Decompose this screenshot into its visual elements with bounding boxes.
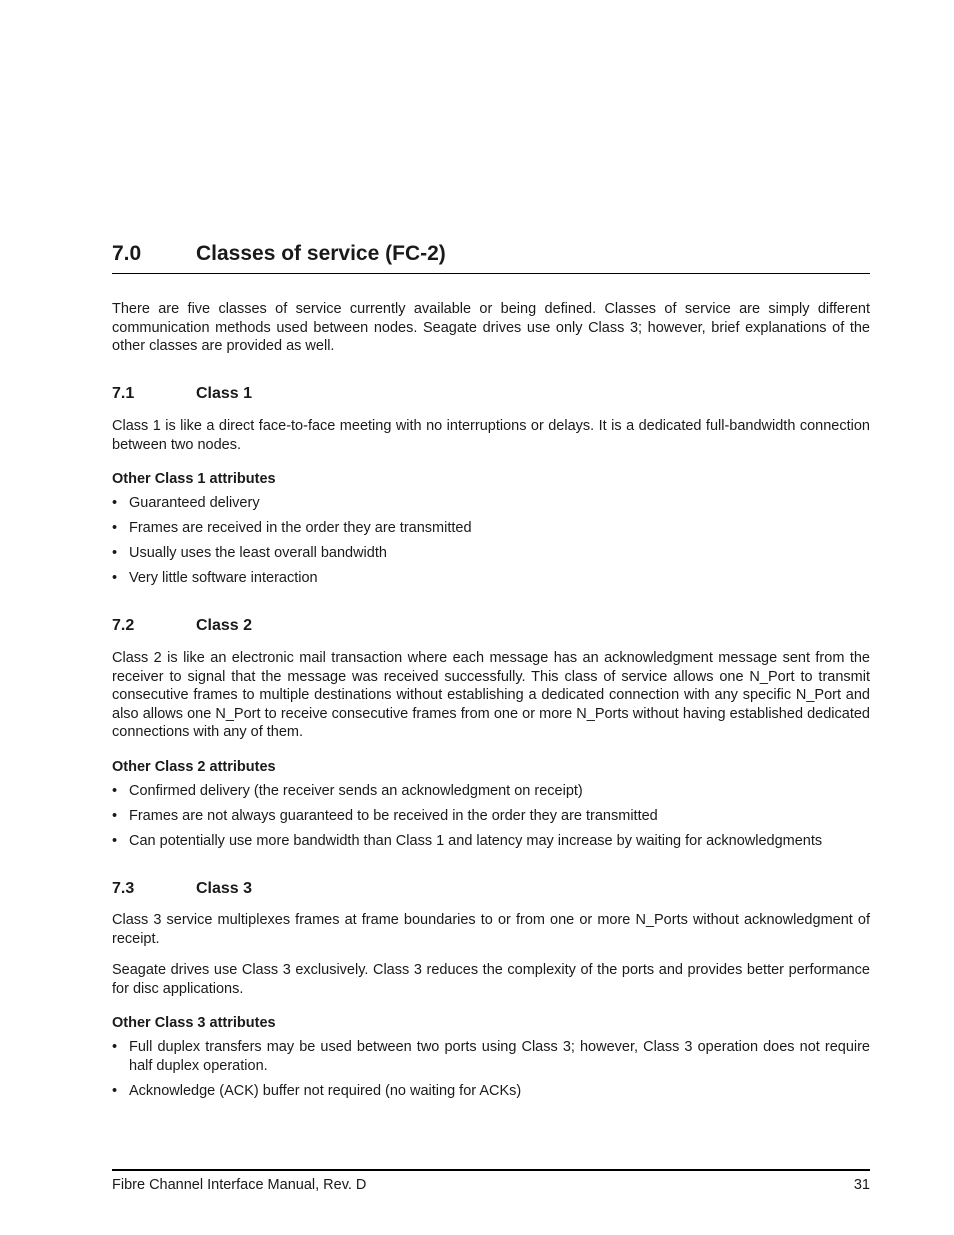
bullet-icon: • (112, 833, 118, 849)
list-item: • Acknowledge (ACK) buffer not required (no waiting for ACKs) (112, 1082, 522, 1099)
list-item: • Very little software interaction (112, 570, 318, 586)
bullet-icon: • (112, 808, 118, 824)
class2-attributes-list (112, 782, 870, 857)
section-number: 7.1 (112, 385, 135, 402)
bullet-icon: • (112, 1082, 118, 1099)
section-number: 7.3 (112, 880, 135, 897)
class2-paragraph: Class 2 is like an electronic mail transaction where each message has an acknowledgment message sent from the receiver to signal that the message was received successfully. This class of service allows one N_Port to transmit consecutive frames to multiple destinations without establishing a dedicated connection with any specific N_Port and also allows one N_Port to receive consecutive frames from one or more N_Ports without having established dedicated connections with any of them. (112, 650, 870, 740)
intro-paragraph: There are five classes of service currently available or being defined. Classes of service are simply different communication methods used between nodes. Seagate drives use only Class 3; however, brief explanations of the other classes are provided as well. (112, 301, 870, 354)
section-heading-7-2 (112, 616, 870, 636)
section-title: Class 3 (196, 880, 253, 897)
list-item: • Can potentially use more bandwidth than Class 1 and latency may increase by waiting for acknowledgments (112, 833, 823, 849)
list-item: • Frames are received in the order they are transmitted (112, 520, 472, 536)
list-item: • Confirmed delivery (the receiver sends an acknowledgment on receipt) (112, 783, 583, 799)
bullet-icon: • (112, 545, 118, 561)
footer-document-title: Fibre Channel Interface Manual, Rev. D (112, 1177, 367, 1193)
chapter-title: Classes of service (FC-2) (196, 242, 446, 265)
section-title: Class 2 (196, 617, 253, 634)
class3-attributes-list (112, 1038, 870, 1107)
bullet-icon: • (112, 520, 118, 536)
bullet-icon: • (112, 570, 118, 586)
list-item: • Usually uses the least overall bandwidth (112, 545, 387, 561)
chapter-heading (112, 241, 870, 274)
class3-attributes-heading: Other Class 3 attributes (112, 1015, 276, 1031)
section-title: Class 1 (196, 385, 253, 402)
class2-attributes-heading: Other Class 2 attributes (112, 759, 276, 775)
list-item: • Full duplex transfers may be used between two ports using Class 3; however, Class 3 operation does not require half duplex operation. (112, 1039, 870, 1074)
bullet-icon: • (112, 1039, 118, 1055)
list-item: • Frames are not always guaranteed to be received in the order they are transmitted (112, 808, 658, 824)
class1-attributes-list (112, 494, 870, 594)
section-heading-7-1 (112, 384, 870, 404)
class3-paragraph-1: Class 3 service multiplexes frames at frame boundaries to or from one or more N_Ports without acknowledgment of receipt. (112, 912, 870, 947)
bullet-icon: • (112, 495, 118, 511)
class3-paragraph-2: Seagate drives use Class 3 exclusively. Class 3 reduces the complexity of the ports and provides better performance for disc applications. (112, 962, 870, 997)
chapter-number: 7.0 (112, 242, 142, 265)
class1-paragraph: Class 1 is like a direct face-to-face meeting with no interruptions or delays. It is a dedicated full-bandwidth connection between two nodes. (112, 418, 870, 453)
page-footer (112, 1169, 870, 1201)
bullet-icon: • (112, 783, 118, 799)
footer-page-number: 31 (853, 1177, 870, 1193)
list-item: • Guaranteed delivery (112, 495, 260, 511)
section-number: 7.2 (112, 617, 135, 634)
section-heading-7-3 (112, 879, 870, 899)
class1-attributes-heading: Other Class 1 attributes (112, 471, 276, 487)
